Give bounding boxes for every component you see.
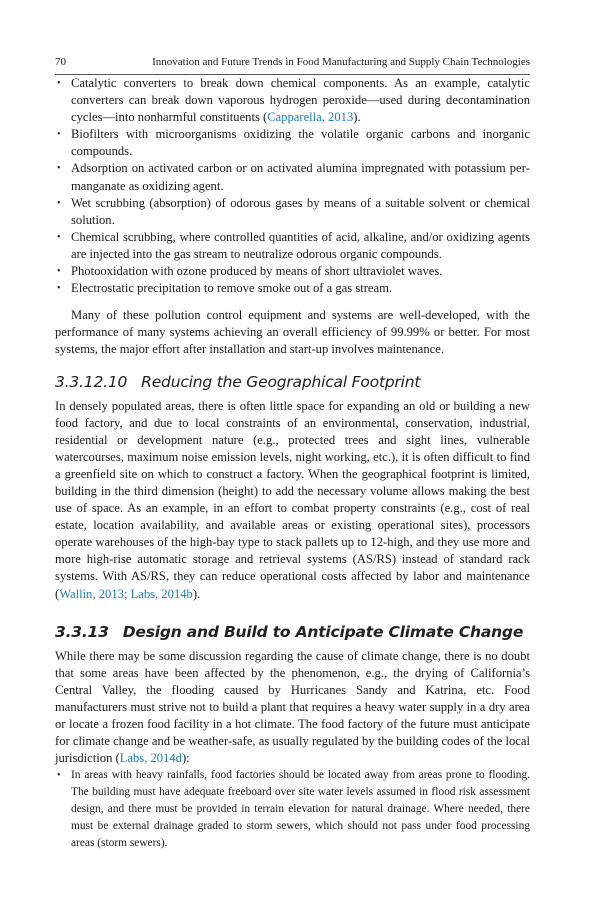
odor-control-list [55,75,530,297]
section-number: 3.3.13 [55,622,109,641]
citation-link[interactable]: Wallin, 2013; Labs, 2014b [59,586,193,601]
list-item: • Adsorption on activated carbon or on activated alumina impregnated with potassium permanganate as oxidizing agent. [57,161,530,193]
citation-link[interactable]: Labs, 2014d [119,751,182,766]
bullet-icon: • [57,266,61,278]
bullet-icon: • [57,197,61,209]
bullet-icon: • [57,231,61,243]
list-item: • Photooxidation with ozone produced by means of short ultraviolet waves. [55,263,530,280]
list-item: • Wet scrubbing (absorption) of odorous gases by means of a suitable solvent or chemical solution. [57,195,530,227]
bullet-icon: • [57,770,61,782]
paragraph-climate-change: While there may be some discussion regarding the cause of climate change, there is no doubt that some areas have been affected by the phenomenon, e.g., the drying of California’s Central Valley, the flooding caused by Hurricanes Sandy and Katrina, etc. Food manufacturers must strive not to build a plant that requires a heavy water supply in a dry area or locate a frozen food facility in a hot climate. The food factory of the future must anticipate for climate change and be weather-safe, as usually regulated by the building codes of the local jurisdiction (Labs, 2014d): [55,648,530,766]
paragraph-geographical-footprint: In densely populated areas, there is often little space for expanding an old or building a new food factory, and due to local constraints of an environmental, conservation, industrial, residential or development nature (e.g., protected trees and sight lines, vulnerable watercourses, maximum noise emission levels, night working, etc.), it is often difficult to find a greenfield site on which to construct a factory. When the geographical footprint is limited, building in the third dimension (height) to add the necessary volume allows making the best use of space. As an example, in an effort to combat property constraints (e.g., cost of real estate, location availability, and available areas or existing operational sites), processors operate warehouses of the high-bay type to stack pallets up to 12-high, and they use more and more high-rise automatic storage and retrieval systems (AS/RS) instead of standard rack systems. With AS/RS, they can reduce operational costs affected by labor and maintenance (Wallin, 2013; Labs, 2014b). [55,398,530,601]
bullet-icon: • [57,78,61,89]
bullet-icon: • [57,283,61,295]
running-header [55,55,530,75]
running-title: Innovation and Future Trends in Food Manufacturing and Supply Chain Technologies [152,56,530,68]
list-item: • Biofilters with microorganisms oxidizing the volatile organic carbons and inorganic compounds. [57,127,530,159]
climate-measures-list [55,767,530,852]
section-heading-3-3-12-10 [55,373,530,391]
page-number: 70 [55,56,66,68]
bullet-icon: • [57,129,61,141]
section-title: Design and Build to Anticipate Climate Change [122,622,524,641]
section-title: Reducing the Geographical Footprint [141,372,421,391]
citation-link[interactable]: Capparella, 2013 [267,110,354,125]
section-number: 3.3.12.10 [55,372,128,391]
bullet-icon: • [57,163,61,175]
book-page [55,55,530,852]
list-item: • Electrostatic precipitation to remove smoke out of a gas stream. [55,280,530,297]
section-heading-3-3-13 [55,623,530,641]
paragraph-pollution-control: Many of these pollution control equipment and systems are well-developed, with the performance of many systems achieving an overall efficiency of 99.99% or better. For most systems, the major effort after installation and start-up involves maintenance. [55,308,530,357]
list-item: • Catalytic converters to break down chemical components. As an example, catalytic converters can break down vaporous hydrogen peroxide—used during decontamination cycles—into nonharmful constituents (Capparella, 2013). [57,76,530,125]
list-item: • Chemical scrubbing, where controlled quantities of acid, alkaline, and/or oxidizing agents are injected into the gas stream to neutralize odorous organic compounds. [57,229,530,261]
list-item: • In areas with heavy rainfalls, food factories should be located away from areas prone to flooding. The building must have adequate freeboard over site water levels assumed in flood risk assessment design, and there must be provided in terrain elevation for natural drainage. Where needed, there must be external drainage graded to storm sewers, which should not pass under food processing areas (storm sewers). [57,769,530,850]
